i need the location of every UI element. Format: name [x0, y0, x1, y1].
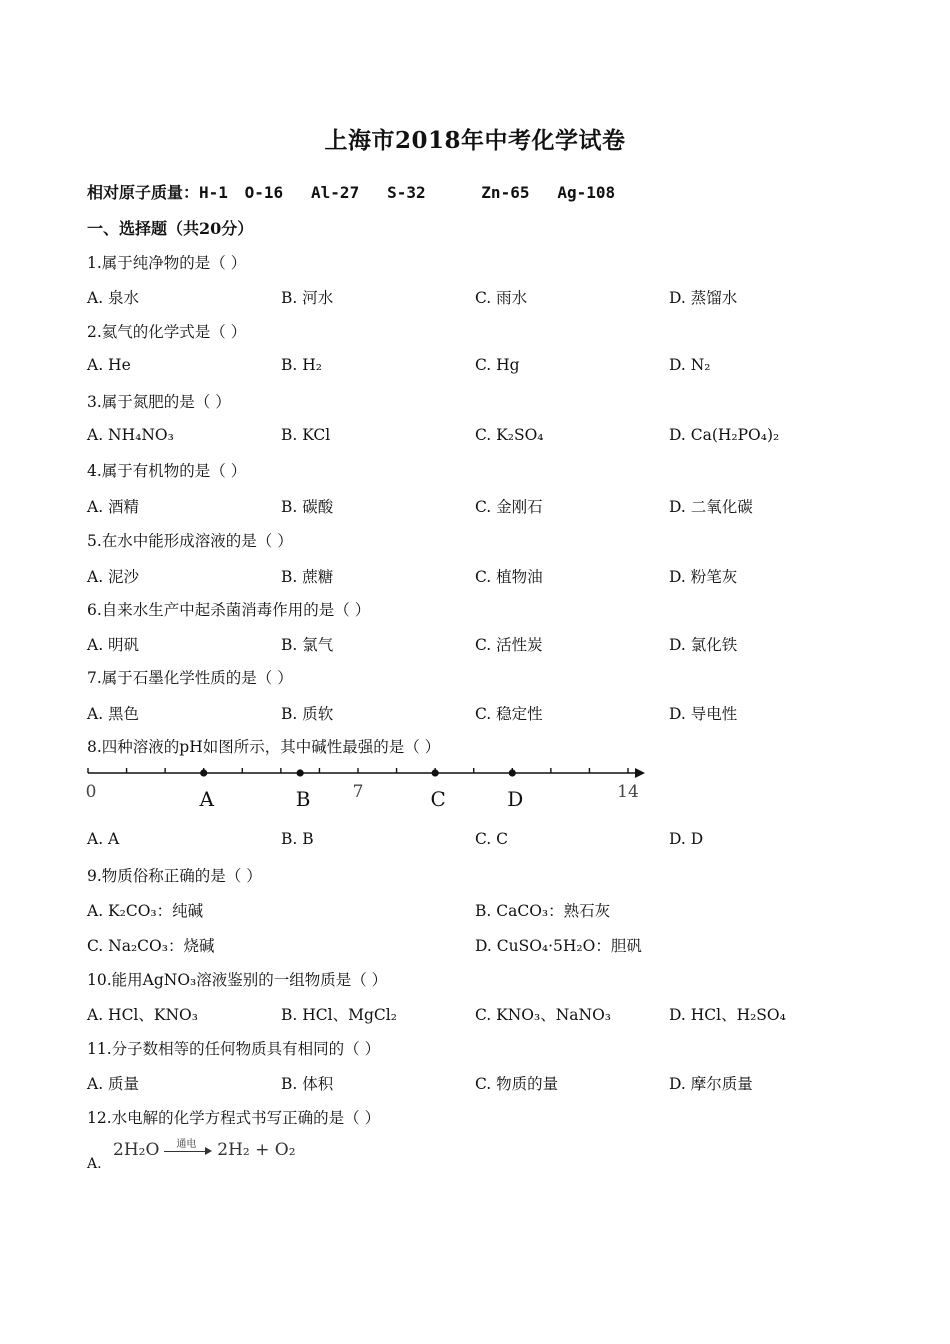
q10-option-d: D. HCl、H₂SO₄: [669, 1006, 786, 1024]
ph-point-label: B: [295, 787, 311, 811]
q11-option-d: D. 摩尔质量: [669, 1075, 753, 1093]
q9-option-d: D. CuSO₄·5H₂O：胆矾: [475, 937, 642, 955]
atomic-mass-zn: Zn-65: [481, 183, 530, 202]
atomic-mass-s: S-32: [387, 183, 426, 202]
equation-arrow: [164, 1141, 212, 1161]
q2-option-c: C. Hg: [475, 356, 520, 374]
q2-option-b: B. H₂: [281, 356, 322, 374]
q12-equation: [113, 1140, 296, 1161]
exam-title: 上海市2018年中考化学试卷: [324, 127, 626, 154]
q4-option-c: C. 金刚石: [475, 498, 543, 516]
ph-point: [509, 769, 516, 776]
ph-tick-label: 7: [352, 782, 364, 802]
q10-option-b: B. HCl、MgCl₂: [281, 1006, 397, 1024]
q2-option-d: D. N₂: [669, 356, 711, 374]
q1-option-c: C. 雨水: [475, 289, 528, 307]
atomic-masses-label: 相对原子质量：: [87, 183, 200, 202]
q5-option-d: D. 粉笔灰: [669, 568, 738, 586]
question-7: 7.属于石墨化学性质的是（ ）: [87, 669, 293, 687]
question-1: 1.属于纯净物的是（ ）: [87, 254, 247, 272]
q3-option-c: C. K₂SO₄: [475, 426, 544, 444]
q10-option-a: A. HCl、KNO₃: [87, 1006, 198, 1024]
q5-option-b: B. 蔗糖: [281, 568, 334, 586]
equation-right: 2H₂ + O₂: [217, 1140, 296, 1160]
q11-option-c: C. 物质的量: [475, 1075, 559, 1093]
ph-numbers: [86, 782, 639, 802]
q8-option-c: C. C: [475, 830, 509, 848]
q7-option-b: B. 质软: [281, 705, 334, 723]
q5-option-c: C. 植物油: [475, 568, 543, 586]
ph-point-label: D: [507, 787, 524, 811]
q7-option-c: C. 稳定性: [475, 705, 543, 723]
question-9: 9.物质俗称正确的是（ ）: [87, 867, 262, 885]
q4-option-d: D. 二氧化碳: [669, 498, 753, 516]
question-3: 3.属于氮肥的是（ ）: [87, 393, 231, 411]
q1-option-d: D. 蒸馏水: [669, 289, 738, 307]
q8-option-b: B. B: [281, 830, 314, 848]
q7-option-d: D. 导电性: [669, 705, 738, 723]
ph-point: [432, 769, 439, 776]
atomic-mass-ag: Ag-108: [557, 183, 616, 202]
ph-point-label: A: [199, 787, 214, 811]
q9-option-a: A. K₂CO₃：纯碱: [87, 902, 204, 920]
q3-option-d: D. Ca(H₂PO₄)₂: [669, 426, 780, 444]
q11-option-b: B. 体积: [281, 1075, 334, 1093]
q9-option-c: C. Na₂CO₃：烧碱: [87, 937, 215, 955]
atomic-mass-o: O-16: [244, 183, 284, 202]
ph-point: [297, 769, 304, 776]
q4-option-a: A. 酒精: [87, 498, 140, 516]
q6-option-c: C. 活性炭: [475, 636, 543, 654]
q12-option-a: A.: [87, 1156, 102, 1172]
q8-option-a: A. A: [87, 830, 120, 848]
q1-option-b: B. 河水: [281, 289, 334, 307]
q10-option-c: C. KNO₃、NaNO₃: [475, 1006, 612, 1024]
q8-option-d: D. D: [669, 830, 704, 848]
ph-axis-arrow: [635, 768, 645, 778]
q7-option-a: A. 黑色: [87, 705, 140, 723]
q11-option-a: A. 质量: [87, 1075, 140, 1093]
ph-tick-label: 0: [85, 782, 97, 802]
atomic-mass-h: H-1: [199, 183, 228, 202]
question-8: 8.四种溶液的pH如图所示，其中碱性最强的是（ ）: [87, 738, 441, 756]
q6-option-b: B. 氯气: [281, 636, 334, 654]
ph-point: [200, 769, 207, 776]
section-heading: 一、选择题（共20分）: [87, 219, 254, 238]
question-12: 12.水电解的化学方程式书写正确的是（ ）: [87, 1109, 381, 1127]
question-10: 10.能用AgNO₃溶液鉴别的一组物质是（ ）: [87, 971, 388, 989]
equation-condition: 通电: [176, 1139, 197, 1150]
question-5: 5.在水中能形成溶液的是（ ）: [87, 532, 293, 550]
q5-option-a: A. 泥沙: [87, 568, 140, 586]
q2-option-a: A. He: [87, 356, 131, 374]
equation-left: 2H₂O: [113, 1140, 160, 1160]
question-2: 2.氦气的化学式是（ ）: [87, 323, 247, 341]
q3-option-a: A. NH₄NO₃: [87, 426, 174, 444]
q6-option-a: A. 明矾: [87, 636, 140, 654]
q3-option-b: B. KCl: [281, 426, 331, 444]
ph-point-label: C: [430, 787, 446, 811]
q1-option-a: A. 泉水: [87, 289, 140, 307]
q6-option-d: D. 氯化铁: [669, 636, 738, 654]
atomic-masses: [87, 180, 615, 203]
question-4: 4.属于有机物的是（ ）: [87, 462, 247, 480]
ph-scale: [80, 756, 660, 816]
q4-option-b: B. 碳酸: [281, 498, 334, 516]
ph-tick-label: 14: [617, 782, 639, 802]
atomic-mass-al: Al-27: [311, 183, 360, 202]
question-11: 11.分子数相等的任何物质具有相同的（ ）: [87, 1040, 381, 1058]
q9-option-b: B. CaCO₃：熟石灰: [475, 902, 611, 920]
question-6: 6.自来水生产中起杀菌消毒作用的是（ ）: [87, 601, 371, 619]
